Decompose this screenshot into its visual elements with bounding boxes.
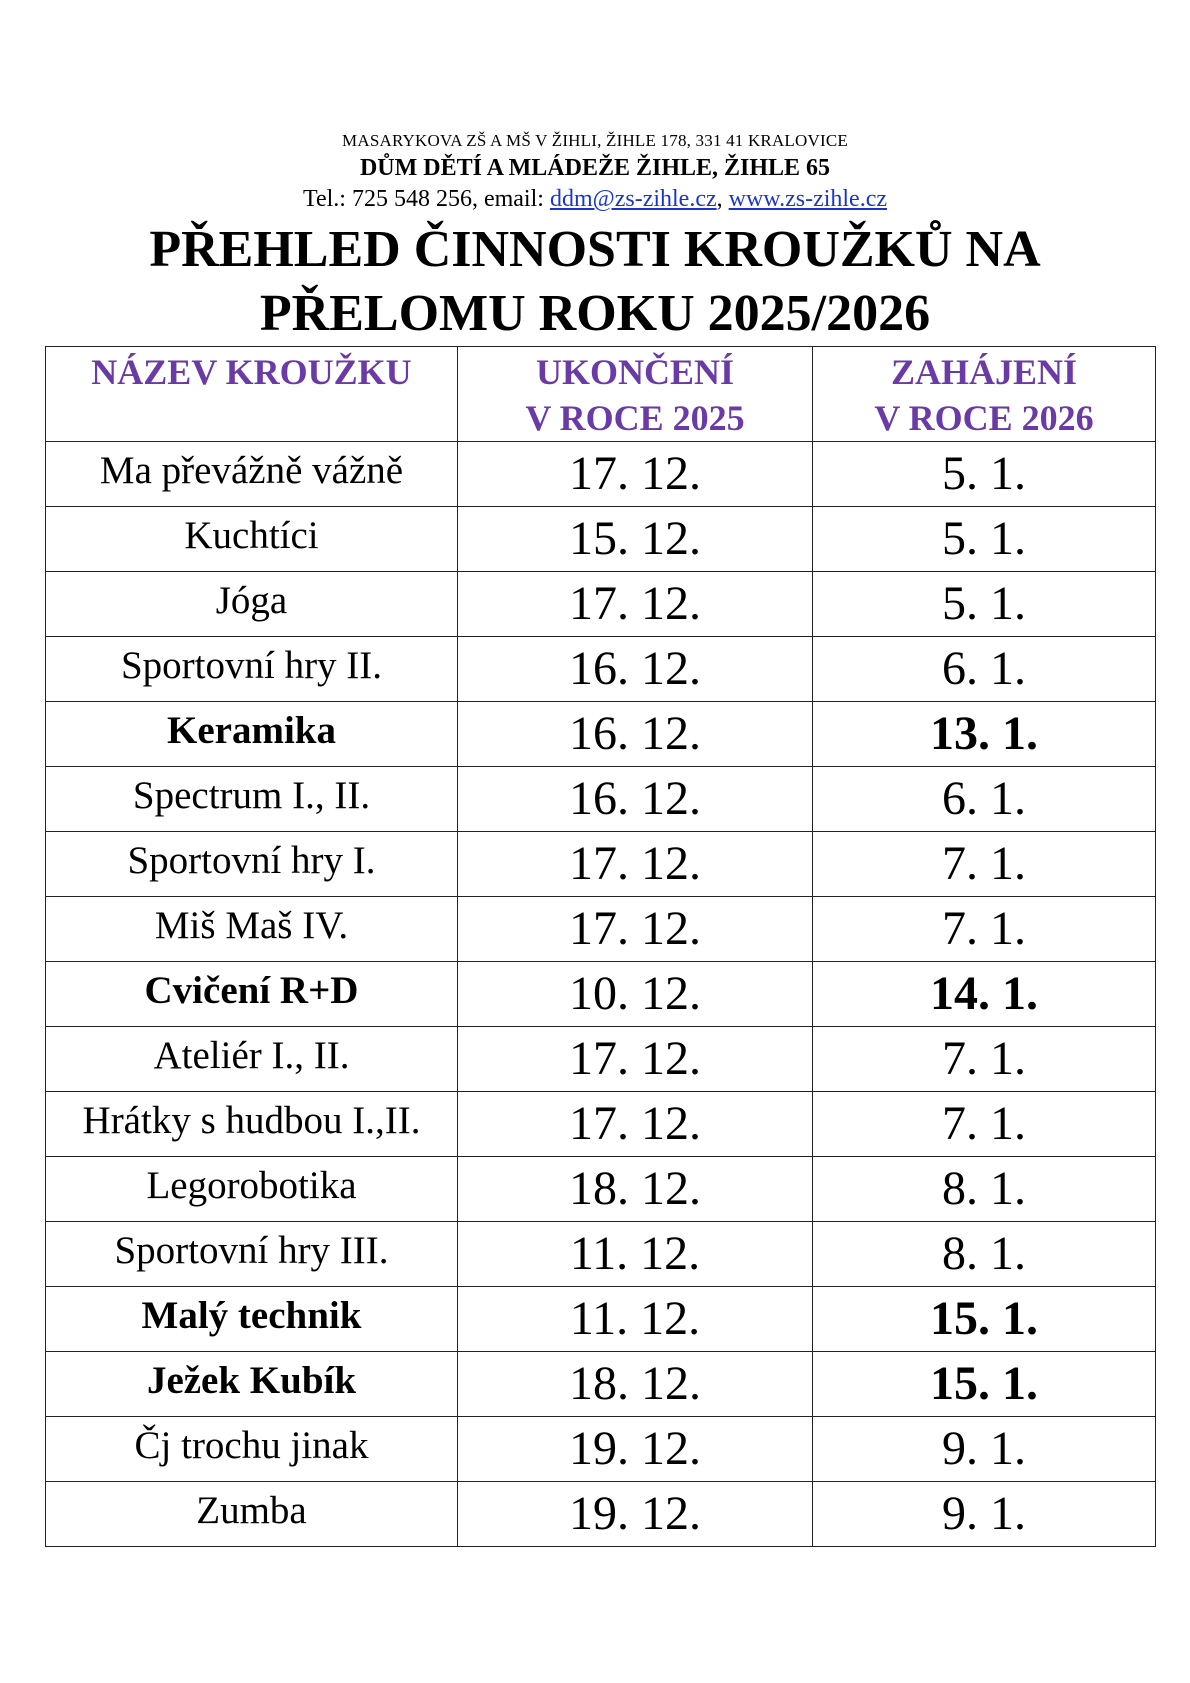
end-date: 19. 12. — [458, 1417, 813, 1482]
start-date: 15. 1. — [813, 1352, 1156, 1417]
table-header-row — [46, 347, 1156, 442]
table-row — [46, 1157, 1156, 1222]
club-name: Ma převážně vážně — [46, 442, 458, 507]
start-date: 7. 1. — [813, 1092, 1156, 1157]
club-name: Malý technik — [46, 1287, 458, 1352]
end-date: 11. 12. — [458, 1287, 813, 1352]
table-row — [46, 442, 1156, 507]
club-name: Sportovní hry III. — [46, 1222, 458, 1287]
end-date: 19. 12. — [458, 1482, 813, 1547]
header-name — [46, 347, 458, 442]
document-header — [0, 130, 1190, 214]
table-row — [46, 702, 1156, 767]
end-date: 16. 12. — [458, 702, 813, 767]
end-date: 11. 12. — [458, 1222, 813, 1287]
table-row — [46, 507, 1156, 572]
header-end-line-1: UKONČENÍ — [535, 352, 735, 392]
end-date: 17. 12. — [458, 442, 813, 507]
header-start-line-2: V ROCE 2026 — [874, 398, 1094, 438]
ddm-address: DŮM DĚTÍ A MLÁDEŽE ŽIHLE, ŽIHLE 65 — [359, 155, 831, 181]
header-start-line-1: ZAHÁJENÍ — [890, 352, 1078, 392]
start-date: 14. 1. — [813, 962, 1156, 1027]
table-row — [46, 1027, 1156, 1092]
page-title-line-1: PŘEHLED ČINNOSTI KROUŽKŮ NA — [149, 221, 1041, 278]
school-address: MASARYKOVA ZŠ A MŠ V ŽIHLI, ŽIHLE 178, 331 41 KRALOVICE — [342, 131, 848, 150]
club-name: Legorobotika — [46, 1157, 458, 1222]
schedule-table — [45, 346, 1156, 1547]
start-date: 5. 1. — [813, 507, 1156, 572]
table-row — [46, 897, 1156, 962]
header-name-label: NÁZEV KROUŽKU — [91, 352, 412, 392]
end-date: 18. 12. — [458, 1352, 813, 1417]
table-row — [46, 637, 1156, 702]
club-name: Keramika — [46, 702, 458, 767]
start-date: 6. 1. — [813, 637, 1156, 702]
table-row — [46, 1092, 1156, 1157]
header-start — [813, 347, 1156, 442]
start-date: 9. 1. — [813, 1417, 1156, 1482]
page-title — [0, 218, 1190, 346]
start-date: 5. 1. — [813, 442, 1156, 507]
club-name: Jóga — [46, 572, 458, 637]
end-date: 15. 12. — [458, 507, 813, 572]
club-name: Sportovní hry II. — [46, 637, 458, 702]
table-row — [46, 1352, 1156, 1417]
start-date: 6. 1. — [813, 767, 1156, 832]
club-name: Spectrum I., II. — [46, 767, 458, 832]
club-name: Ateliér I., II. — [46, 1027, 458, 1092]
table-row — [46, 962, 1156, 1027]
end-date: 10. 12. — [458, 962, 813, 1027]
end-date: 17. 12. — [458, 832, 813, 897]
table-row — [46, 767, 1156, 832]
club-name: Zumba — [46, 1482, 458, 1547]
contact-separator: , — [716, 186, 729, 212]
start-date: 5. 1. — [813, 572, 1156, 637]
table-row — [46, 832, 1156, 897]
club-name: Sportovní hry I. — [46, 832, 458, 897]
start-date: 15. 1. — [813, 1287, 1156, 1352]
start-date: 9. 1. — [813, 1482, 1156, 1547]
header-end-line-2: V ROCE 2025 — [525, 398, 745, 438]
end-date: 16. 12. — [458, 767, 813, 832]
club-name: Kuchtíci — [46, 507, 458, 572]
end-date: 17. 12. — [458, 897, 813, 962]
contact-phone: Tel.: 725 548 256, email: — [302, 186, 550, 212]
website-link[interactable]: www.zs-zihle.cz — [728, 186, 888, 212]
end-date: 16. 12. — [458, 637, 813, 702]
start-date: 7. 1. — [813, 832, 1156, 897]
table-row — [46, 1222, 1156, 1287]
club-name: Cvičení R+D — [46, 962, 458, 1027]
contact-line — [0, 184, 1190, 214]
end-date: 17. 12. — [458, 572, 813, 637]
start-date: 13. 1. — [813, 702, 1156, 767]
end-date: 17. 12. — [458, 1027, 813, 1092]
end-date: 17. 12. — [458, 1092, 813, 1157]
end-date: 18. 12. — [458, 1157, 813, 1222]
start-date: 8. 1. — [813, 1157, 1156, 1222]
start-date: 7. 1. — [813, 897, 1156, 962]
club-name: Ježek Kubík — [46, 1352, 458, 1417]
header-end — [458, 347, 813, 442]
table-row — [46, 1287, 1156, 1352]
club-name: Čj trochu jinak — [46, 1417, 458, 1482]
table-row — [46, 572, 1156, 637]
club-name: Hrátky s hudbou I.,II. — [46, 1092, 458, 1157]
club-name: Miš Maš IV. — [46, 897, 458, 962]
email-link[interactable]: ddm@zs-zihle.cz — [549, 186, 717, 212]
start-date: 7. 1. — [813, 1027, 1156, 1092]
page-title-line-2: PŘELOMU ROKU 2025/2026 — [259, 285, 931, 342]
table-row — [46, 1417, 1156, 1482]
table-body — [46, 442, 1156, 1547]
start-date: 8. 1. — [813, 1222, 1156, 1287]
table-row — [46, 1482, 1156, 1547]
